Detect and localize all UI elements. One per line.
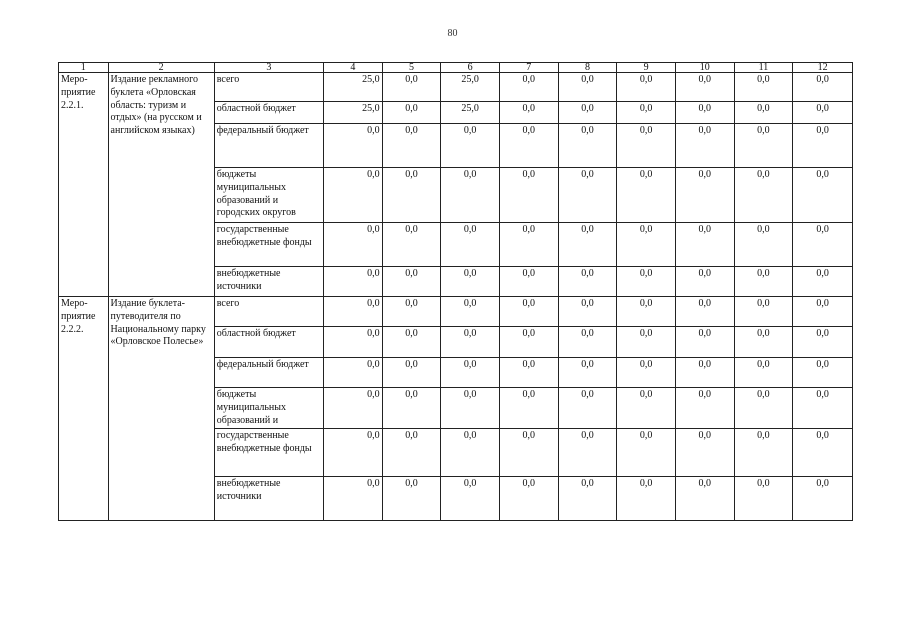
value-cell: 0,0: [617, 327, 676, 358]
value-cell: 0,0: [558, 477, 617, 521]
value-cell: 0,0: [499, 477, 558, 521]
value-cell: 0,0: [499, 223, 558, 267]
table-row: [59, 73, 853, 102]
value-cell: 0,0: [323, 358, 382, 388]
funding-source: областной бюджет: [214, 102, 323, 124]
value-cell: 0,0: [617, 102, 676, 124]
funding-source: бюджеты муниципальных образований и городских округов: [214, 168, 323, 223]
value-cell: 0,0: [323, 267, 382, 297]
value-cell: 0,0: [617, 358, 676, 388]
funding-source: государственные внебюджетные фонды: [214, 429, 323, 477]
value-cell: 0,0: [617, 429, 676, 477]
value-cell: 0,0: [499, 358, 558, 388]
value-cell: 0,0: [793, 297, 853, 327]
value-cell: 0,0: [441, 477, 500, 521]
value-cell: 0,0: [441, 168, 500, 223]
value-cell: 0,0: [793, 388, 853, 429]
value-cell: 0,0: [617, 124, 676, 168]
column-header: 6: [441, 63, 500, 73]
value-cell: 0,0: [675, 477, 734, 521]
column-header: 9: [617, 63, 676, 73]
value-cell: 0,0: [382, 358, 441, 388]
value-cell: 0,0: [675, 168, 734, 223]
value-cell: 0,0: [675, 297, 734, 327]
table-body: [59, 73, 853, 521]
column-header: 8: [558, 63, 617, 73]
value-cell: 0,0: [734, 73, 793, 102]
value-cell: 0,0: [441, 388, 500, 429]
column-header: 2: [108, 63, 214, 73]
value-cell: 0,0: [499, 327, 558, 358]
value-cell: 0,0: [675, 429, 734, 477]
value-cell: 0,0: [558, 223, 617, 267]
value-cell: 0,0: [793, 168, 853, 223]
column-header: 12: [793, 63, 853, 73]
value-cell: 0,0: [617, 267, 676, 297]
column-header: 4: [323, 63, 382, 73]
value-cell: 0,0: [675, 124, 734, 168]
value-cell: 25,0: [441, 73, 500, 102]
value-cell: 0,0: [499, 429, 558, 477]
value-cell: 0,0: [499, 388, 558, 429]
header-row: [59, 63, 853, 73]
value-cell: 0,0: [793, 327, 853, 358]
value-cell: 0,0: [499, 102, 558, 124]
value-cell: 0,0: [382, 223, 441, 267]
value-cell: 0,0: [617, 388, 676, 429]
value-cell: 0,0: [734, 267, 793, 297]
value-cell: 0,0: [793, 477, 853, 521]
value-cell: 25,0: [323, 102, 382, 124]
value-cell: 0,0: [675, 327, 734, 358]
value-cell: 0,0: [382, 297, 441, 327]
value-cell: 0,0: [617, 168, 676, 223]
value-cell: 0,0: [499, 73, 558, 102]
value-cell: 0,0: [382, 327, 441, 358]
value-cell: 0,0: [441, 124, 500, 168]
value-cell: 0,0: [734, 358, 793, 388]
value-cell: 25,0: [441, 102, 500, 124]
event-code: Меро- приятие 2.2.1.: [59, 73, 109, 297]
funding-source: внебюджетные источники: [214, 477, 323, 521]
value-cell: 0,0: [558, 124, 617, 168]
value-cell: 0,0: [382, 429, 441, 477]
value-cell: 0,0: [382, 267, 441, 297]
value-cell: 0,0: [323, 223, 382, 267]
value-cell: 0,0: [734, 327, 793, 358]
funding-source: бюджеты муниципальных образований и: [214, 388, 323, 429]
value-cell: 0,0: [734, 124, 793, 168]
value-cell: 0,0: [793, 358, 853, 388]
event-name: Издание рекламного буклета «Орловская область: туризм и отдых» (на русском и английском языках): [108, 73, 214, 297]
column-header: 10: [675, 63, 734, 73]
column-header: 1: [59, 63, 109, 73]
value-cell: 0,0: [499, 124, 558, 168]
value-cell: 0,0: [323, 124, 382, 168]
value-cell: 0,0: [734, 168, 793, 223]
value-cell: 0,0: [558, 358, 617, 388]
funding-source: внебюджетные источники: [214, 267, 323, 297]
value-cell: 0,0: [734, 297, 793, 327]
funding-source: федеральный бюджет: [214, 358, 323, 388]
value-cell: 0,0: [441, 267, 500, 297]
column-header: 11: [734, 63, 793, 73]
event-code: Меро- приятие 2.2.2.: [59, 297, 109, 521]
value-cell: 0,0: [675, 102, 734, 124]
value-cell: 0,0: [734, 477, 793, 521]
value-cell: 0,0: [441, 223, 500, 267]
value-cell: 0,0: [499, 297, 558, 327]
value-cell: 0,0: [558, 429, 617, 477]
value-cell: 0,0: [558, 168, 617, 223]
value-cell: 0,0: [558, 388, 617, 429]
funding-source: государственные внебюджетные фонды: [214, 223, 323, 267]
value-cell: 0,0: [675, 73, 734, 102]
value-cell: 0,0: [441, 429, 500, 477]
value-cell: 0,0: [793, 102, 853, 124]
budget-table: [58, 62, 853, 521]
value-cell: 0,0: [323, 429, 382, 477]
value-cell: 0,0: [382, 388, 441, 429]
value-cell: 0,0: [793, 73, 853, 102]
funding-source: всего: [214, 297, 323, 327]
value-cell: 0,0: [617, 477, 676, 521]
value-cell: 0,0: [675, 223, 734, 267]
value-cell: 0,0: [617, 73, 676, 102]
value-cell: 0,0: [675, 388, 734, 429]
funding-source: федеральный бюджет: [214, 124, 323, 168]
value-cell: 0,0: [382, 73, 441, 102]
event-name: Издание буклета-путеводителя по Национальному парку «Орловское Полесье»: [108, 297, 214, 521]
value-cell: 0,0: [793, 124, 853, 168]
column-header: 3: [214, 63, 323, 73]
value-cell: 0,0: [734, 223, 793, 267]
value-cell: 0,0: [558, 297, 617, 327]
value-cell: 0,0: [558, 73, 617, 102]
value-cell: 0,0: [323, 168, 382, 223]
value-cell: 0,0: [441, 297, 500, 327]
page-number: 80: [447, 28, 458, 39]
value-cell: 0,0: [793, 429, 853, 477]
column-header: 5: [382, 63, 441, 73]
value-cell: 0,0: [793, 223, 853, 267]
value-cell: 0,0: [499, 267, 558, 297]
value-cell: 0,0: [734, 429, 793, 477]
value-cell: 0,0: [617, 223, 676, 267]
value-cell: 0,0: [382, 477, 441, 521]
funding-source: областной бюджет: [214, 327, 323, 358]
column-header: 7: [499, 63, 558, 73]
value-cell: 0,0: [499, 168, 558, 223]
funding-source: всего: [214, 73, 323, 102]
value-cell: 0,0: [558, 102, 617, 124]
value-cell: 0,0: [382, 124, 441, 168]
value-cell: 0,0: [382, 102, 441, 124]
value-cell: 0,0: [441, 327, 500, 358]
value-cell: 0,0: [617, 297, 676, 327]
value-cell: 0,0: [675, 267, 734, 297]
value-cell: 0,0: [323, 297, 382, 327]
value-cell: 0,0: [441, 358, 500, 388]
value-cell: 0,0: [558, 327, 617, 358]
table-row: [59, 297, 853, 327]
value-cell: 0,0: [323, 327, 382, 358]
value-cell: 0,0: [734, 102, 793, 124]
value-cell: 25,0: [323, 73, 382, 102]
value-cell: 0,0: [675, 358, 734, 388]
value-cell: 0,0: [323, 388, 382, 429]
value-cell: 0,0: [793, 267, 853, 297]
value-cell: 0,0: [558, 267, 617, 297]
value-cell: 0,0: [323, 477, 382, 521]
value-cell: 0,0: [734, 388, 793, 429]
value-cell: 0,0: [382, 168, 441, 223]
